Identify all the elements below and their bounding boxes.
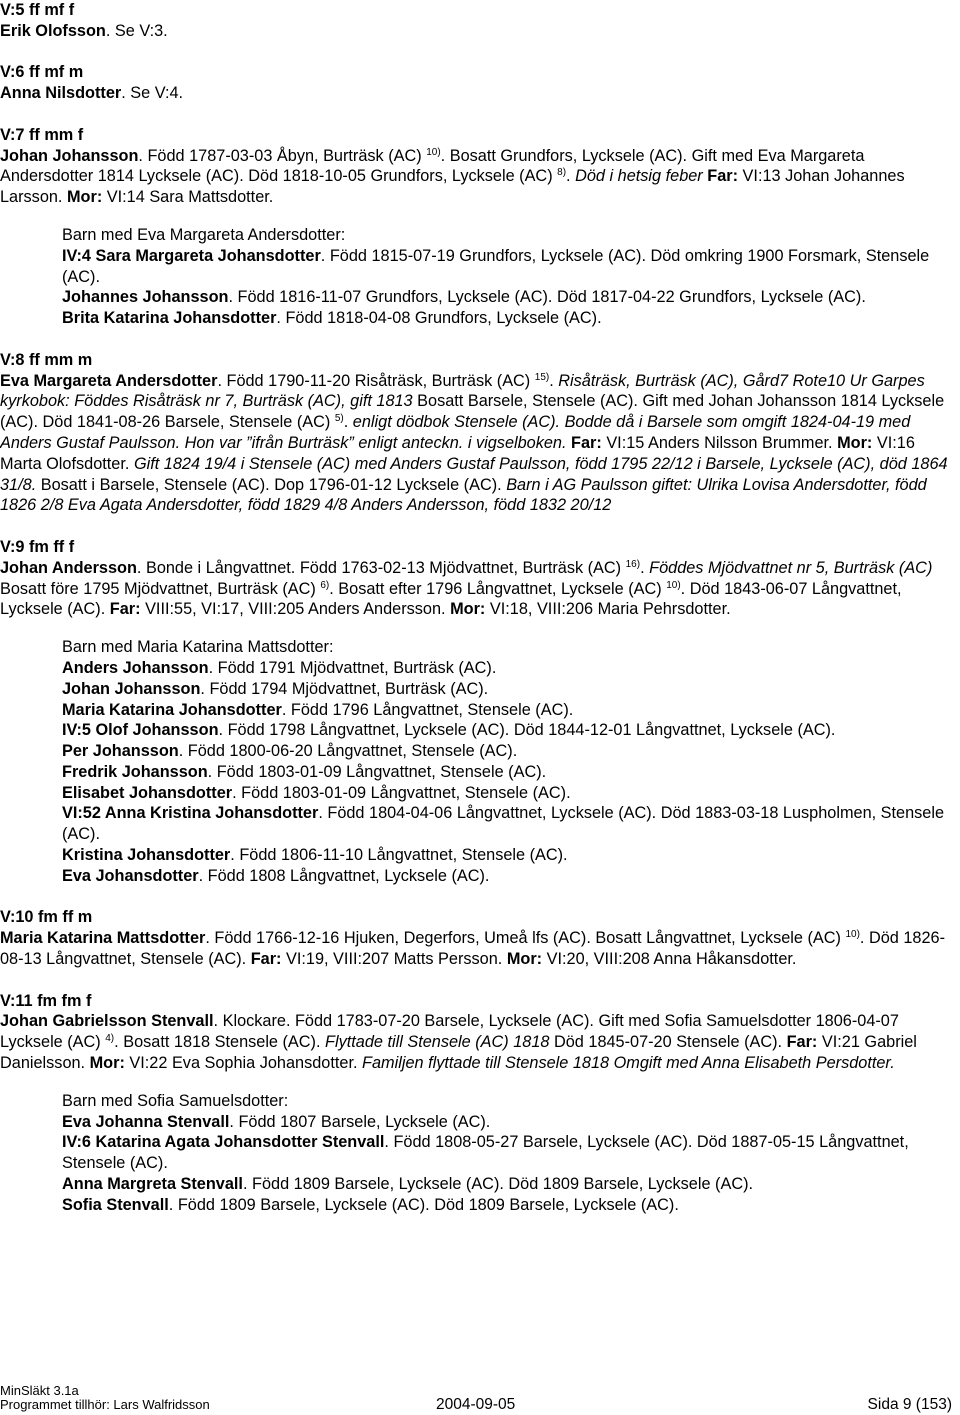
bold-text: Anders Johansson xyxy=(62,658,209,677)
child-item xyxy=(62,845,952,866)
text-segment: . Se V:3. xyxy=(105,21,168,40)
footnote-ref: 10) xyxy=(666,579,681,591)
text-segment: Bosatt Barsele, Stensele (AC). Gift med Johan Johansson 1814 Lycksele (AC). Död 1841-08-26 Barsele, Stensele (AC) xyxy=(0,392,945,432)
person-entry xyxy=(0,350,952,516)
text-segment: . xyxy=(343,413,353,432)
child-item xyxy=(62,700,952,721)
bold-text: Far: xyxy=(571,433,602,452)
bold-text: Anna Margreta Stenvall xyxy=(62,1175,243,1194)
text-segment: . Bonde i Långvattnet. Född 1763-02-13 Mjödvattnet, Burträsk (AC) xyxy=(136,558,626,577)
child-item xyxy=(62,1195,952,1216)
text-segment: . Född 1787-03-03 Åbyn, Burträsk (AC) xyxy=(138,146,427,165)
italic-note: Död i hetsig feber xyxy=(575,167,703,186)
child-item xyxy=(62,1132,952,1174)
bold-text: Far: xyxy=(707,167,739,186)
text-segment: . Född 1798 Långvattnet, Lycksele (AC). Död 1844-12-01 Långvattnet, Lycksele (AC). xyxy=(218,721,836,740)
entry-heading: V:6 ff mf m xyxy=(0,63,84,82)
child-item xyxy=(62,803,952,845)
children-heading: Barn med Eva Margareta Andersdotter: xyxy=(62,225,346,244)
bold-text: Far: xyxy=(250,950,282,969)
child-item xyxy=(62,866,952,887)
person-entry xyxy=(0,62,952,104)
text-segment: VIII:55, VI:17, VIII:205 Anders Andersson. xyxy=(140,600,451,619)
person-entry xyxy=(0,125,952,329)
child-item xyxy=(62,246,952,288)
bold-text: Sofia Stenvall xyxy=(62,1195,169,1214)
bold-text: Fredrik Johansson xyxy=(62,762,208,781)
child-item xyxy=(62,658,952,679)
person-entry xyxy=(0,991,952,1216)
bold-text: Anna Nilsdotter xyxy=(0,84,122,103)
italic-note: Barn i AG Paulsson giftet: Ulrika Lovisa Andersdotter, född 1826 2/8 Eva Agata Andersdotter, född 1829 4/8 Anders Andersson, född 1832 20/12 xyxy=(0,475,927,515)
children-list xyxy=(62,225,952,329)
text-segment: Död 1845-07-20 Stensele (AC). xyxy=(549,1033,787,1052)
bold-text: Johan Johansson xyxy=(62,679,201,698)
text-segment: . Född 1808 Långvattnet, Lycksele (AC). xyxy=(198,866,490,885)
italic-note: Familjen flyttade till Stensele 1818 Omgift med Anna Elisabeth Persdotter. xyxy=(362,1054,895,1073)
children-list xyxy=(62,637,952,887)
footnote-ref: 6) xyxy=(320,579,330,591)
footnote-ref: 15) xyxy=(534,371,550,383)
italic-note: Risåträsk, Burträsk (AC), Gård7 Rote10 Ur Garpes kyrkobok: Föddes Risåträsk nr 7, Burträsk (AC), gift 1813 xyxy=(0,371,925,411)
bold-text: Mor: xyxy=(89,1054,125,1073)
italic-note: Flyttade till Stensele (AC) 1818 xyxy=(325,1033,550,1052)
text-segment: . Klockare. Född 1783-07-20 Barsele, Lycksele (AC). Gift med Sofia Samuelsdotter 1806-04-07 Lycksele (AC) xyxy=(0,1012,899,1052)
text-segment: . Född 1808-05-27 Barsele, Lycksele (AC). Död 1887-05-15 Långvattnet, Stensele (AC). xyxy=(62,1133,909,1173)
entry-text xyxy=(0,928,952,970)
text-segment: VI:15 Anders Nilsson Brummer. xyxy=(601,433,838,452)
footnote-ref: 4) xyxy=(105,1033,115,1045)
text-segment: . Död 1826-08-13 Långvattnet, Stensele (AC). xyxy=(0,929,946,969)
footnote-ref: 10) xyxy=(845,929,860,941)
page-footer xyxy=(0,1384,952,1414)
text-segment: . xyxy=(640,558,650,577)
bold-text: Mor: xyxy=(66,188,103,207)
children-heading: Barn med Maria Katarina Mattsdotter: xyxy=(62,638,334,657)
text-segment: . Född 1794 Mjödvattnet, Burträsk (AC). xyxy=(200,679,489,698)
footer-date: 2004-09-05 xyxy=(436,1396,516,1413)
text-segment: . Född 1816-11-07 Grundfors, Lycksele (AC). Död 1817-04-22 Grundfors, Lycksele (AC). xyxy=(228,288,866,307)
bold-text: Eva Johanna Stenvall xyxy=(62,1112,230,1131)
text-segment: . xyxy=(549,371,559,390)
person-entry xyxy=(0,0,952,42)
text-segment: . Se V:4. xyxy=(121,84,184,103)
bold-text: Mor: xyxy=(506,950,543,969)
person-entry xyxy=(0,907,952,969)
text-segment: . Född 1806-11-10 Långvattnet, Stensele (AC). xyxy=(230,846,568,865)
bold-text: Mor: xyxy=(450,600,486,619)
person-entry xyxy=(0,537,952,887)
footnote-ref: 10) xyxy=(426,146,441,158)
text-segment: . Död 1843-06-07 Långvattnet, Lycksele (AC). xyxy=(0,579,902,619)
footnote-ref: 8) xyxy=(557,167,567,179)
child-item xyxy=(62,741,952,762)
text-segment: . Född 1790-11-20 Risåträsk, Burträsk (AC) xyxy=(217,371,535,390)
bold-text: Johannes Johansson xyxy=(62,288,229,307)
text-segment: VI:22 Eva Sophia Johansdotter. xyxy=(124,1054,363,1073)
text-segment: . Bosatt 1818 Stensele (AC). xyxy=(114,1033,326,1052)
bold-text: IV:6 Katarina Agata Johansdotter Stenvall xyxy=(62,1133,385,1152)
text-segment: . Bosatt efter 1796 Långvattnet, Lycksele (AC) xyxy=(329,579,667,598)
bold-text: Kristina Johansdotter xyxy=(62,846,231,865)
text-segment: . Född 1815-07-19 Grundfors, Lycksele (AC). Död omkring 1900 Forsmark, Stensele (AC). xyxy=(62,246,930,286)
text-segment: . Född 1796 Långvattnet, Stensele (AC). xyxy=(281,700,574,719)
bold-text: Johan Johansson xyxy=(0,146,139,165)
bold-text: Brita Katarina Johansdotter xyxy=(62,309,277,328)
bold-text: Elisabet Johansdotter xyxy=(62,783,233,802)
entry-heading: V:10 fm ff m xyxy=(0,908,93,927)
footnote-ref: 5) xyxy=(334,413,344,425)
text-segment: VI:18, VIII:206 Maria Pehrsdotter. xyxy=(485,600,731,619)
italic-note: Föddes Mjödvattnet nr 5, Burträsk (AC) xyxy=(649,558,933,577)
entry-text xyxy=(0,371,952,517)
bold-text: Far: xyxy=(786,1033,818,1052)
italic-note: enligt dödbok Stensele (AC). Bodde då i Barsele som omgift 1824-04-19 med Anders Gustaf Paulsson. Hon var ”ifrån Burträsk” enligt anteckn. i vigselboken. xyxy=(0,413,911,452)
text-segment: VI:16 Marta Olofsdotter. xyxy=(0,433,915,473)
children-heading: Barn med Sofia Samuelsdotter: xyxy=(62,1091,289,1110)
bold-text: VI:52 Anna Kristina Johansdotter xyxy=(62,804,319,823)
text-segment: VI:20, VIII:208 Anna Håkansdotter. xyxy=(542,950,797,969)
entry-heading: V:9 fm ff f xyxy=(0,537,75,556)
children-list xyxy=(62,1091,952,1216)
entry-heading: V:11 fm fm f xyxy=(0,991,92,1010)
text-segment: . Född 1803-01-09 Långvattnet, Stensele (AC). xyxy=(232,783,571,802)
italic-note: Gift 1824 19/4 i Stensele (AC) med Anders Gustaf Paulsson, född 1795 22/12 i Barsele, Lycksele (AC), död 1864 31/8. xyxy=(0,454,948,494)
text-segment: . Bosatt Grundfors, Lycksele (AC). Gift med Eva Margareta Andersdotter 1814 Lycksele (AC). Död 1818-10-05 Grundfors, Lycksele (AC) xyxy=(0,146,865,186)
text-segment: . xyxy=(566,167,576,186)
text-segment: . Född 1791 Mjödvattnet, Burträsk (AC). xyxy=(208,658,497,677)
bold-text: Maria Katarina Johansdotter xyxy=(62,700,282,719)
text-segment: . Född 1809 Barsele, Lycksele (AC). Död 1809 Barsele, Lycksele (AC). xyxy=(168,1195,679,1214)
entry-text xyxy=(0,146,952,208)
bold-text: Eva Johansdotter xyxy=(62,866,199,885)
entry-text xyxy=(0,1011,952,1073)
text-segment: VI:13 Johan Johannes Larsson. xyxy=(0,167,905,207)
child-item xyxy=(62,720,952,741)
text-segment: . Född 1766-12-16 Hjuken, Degerfors, Umeå lfs (AC). Bosatt Långvattnet, Lycksele (AC) xyxy=(205,929,846,948)
entry-text xyxy=(0,558,952,620)
footer-app-name: MinSläkt 3.1a xyxy=(0,1383,79,1398)
bold-text: Far: xyxy=(109,600,141,619)
child-item xyxy=(62,1174,952,1195)
entry-text xyxy=(0,21,952,42)
text-segment: Bosatt i Barsele, Stensele (AC). Dop 1796-01-12 Lycksele (AC). xyxy=(36,475,507,494)
bold-text: Mor: xyxy=(837,433,873,452)
entry-heading: V:5 ff mf f xyxy=(0,1,75,19)
child-item xyxy=(62,1112,952,1133)
bold-text: Eva Margareta Andersdotter xyxy=(0,371,218,390)
text-segment: . Född 1803-01-09 Långvattnet, Stensele (AC). xyxy=(207,762,547,781)
entry-text xyxy=(0,83,952,104)
child-item xyxy=(62,762,952,783)
text-segment: . Född 1807 Barsele, Lycksele (AC). xyxy=(229,1112,491,1131)
text-segment: VI:14 Sara Mattsdotter. xyxy=(102,188,274,207)
bold-text: Johan Gabrielsson Stenvall xyxy=(0,1012,214,1031)
text-segment: VI:19, VIII:207 Matts Persson. xyxy=(281,950,507,969)
text-segment: . Född 1818-04-08 Grundfors, Lycksele (AC). xyxy=(276,309,602,328)
entry-heading: V:8 ff mm m xyxy=(0,350,93,369)
bold-text: Maria Katarina Mattsdotter xyxy=(0,929,206,948)
footnote-ref: 16) xyxy=(625,558,641,570)
child-item xyxy=(62,783,952,804)
child-item xyxy=(62,679,952,700)
text-segment: . Född 1804-04-06 Långvattnet, Lycksele (AC). Död 1883-03-18 Luspholmen, Stensele (AC). xyxy=(62,804,945,844)
bold-text: Erik Olofsson xyxy=(0,21,106,40)
text-segment: Bosatt före 1795 Mjödvattnet, Burträsk (AC) xyxy=(0,579,321,598)
footer-page-number: Sida 9 (153) xyxy=(867,1396,952,1413)
bold-text: IV:4 Sara Margareta Johansdotter xyxy=(62,246,321,265)
child-item xyxy=(62,287,952,308)
bold-text: Per Johansson xyxy=(62,742,179,761)
text-segment: VI:21 Gabriel Danielsson. xyxy=(0,1033,917,1073)
footer-owner: Programmet tillhör: Lars Walfridsson xyxy=(0,1397,210,1412)
bold-text: IV:5 Olof Johansson xyxy=(62,721,219,740)
text-segment: . Född 1800-06-20 Långvattnet, Stensele (AC). xyxy=(178,742,518,761)
child-item xyxy=(62,308,952,329)
bold-text: Johan Andersson xyxy=(0,558,137,577)
text-segment: . Född 1809 Barsele, Lycksele (AC). Död 1809 Barsele, Lycksele (AC). xyxy=(242,1175,754,1194)
entry-heading: V:7 ff mm f xyxy=(0,125,84,144)
